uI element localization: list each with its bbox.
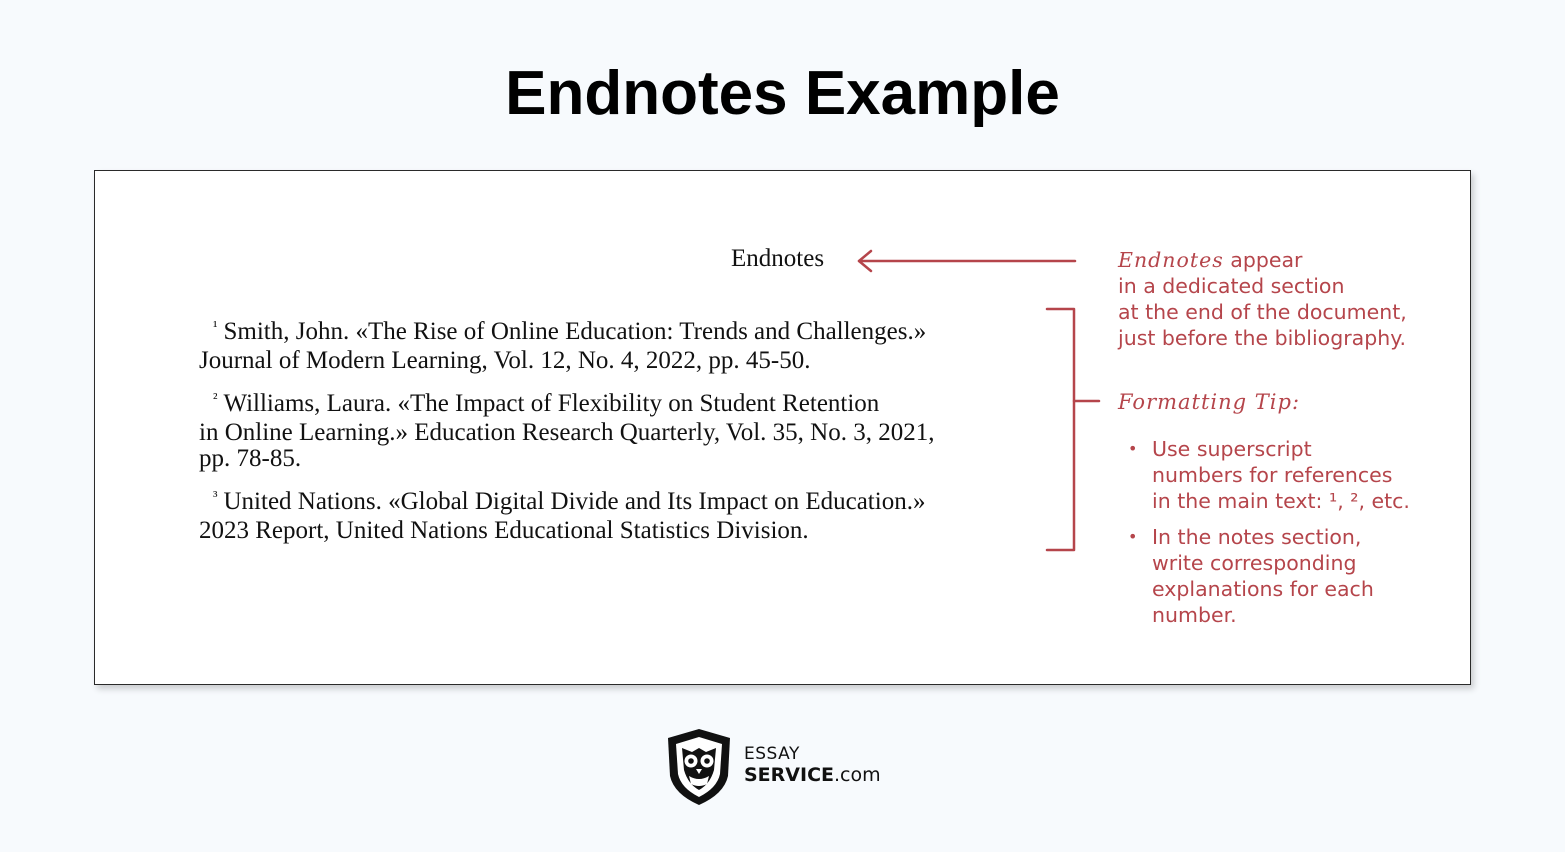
arrow-head-icon	[859, 251, 871, 271]
list-item	[1128, 524, 1410, 628]
logo-text-suffix: .com	[834, 764, 881, 786]
document-card	[94, 170, 1471, 685]
endnote-number: ¹	[213, 319, 218, 335]
logo-text-top: ESSAY	[744, 744, 800, 764]
bracket	[1047, 309, 1074, 550]
endnote-1	[199, 319, 926, 374]
endnote-line: United Nations. «Global Digital Divide and Its Impact on Education.»	[223, 488, 926, 515]
tip-text: Use superscript numbers for references in the main text: ¹, ², etc.	[1152, 437, 1410, 513]
page-title: Endnotes Example	[505, 59, 1060, 128]
bullet-icon: •	[1128, 527, 1138, 546]
list-item	[1128, 436, 1410, 514]
logo-text-bold: SERVICE	[744, 764, 834, 786]
brand-logo[interactable]	[662, 726, 892, 808]
placement-note	[1118, 247, 1407, 351]
endnote-number: ²	[213, 391, 218, 407]
endnote-number: ³	[213, 489, 218, 505]
endnote-3	[199, 489, 925, 544]
endnote-line: in Online Learning.» Education Research Quarterly, Vol. 35, No. 3, 2021,	[199, 419, 935, 446]
endnote-line: Journal of Modern Learning, Vol. 12, No. 4, 2022, pp. 45-50.	[199, 347, 811, 374]
document-heading: Endnotes	[731, 245, 825, 272]
tip-heading: Formatting Tip:	[1118, 390, 1301, 414]
endnote-line: pp. 78-85.	[199, 445, 302, 472]
logo-text-bottom	[744, 764, 881, 786]
tip-text: In the notes section, write corresponding explanations for each number.	[1152, 525, 1374, 627]
owl-shield-icon	[662, 726, 736, 808]
placement-keyword: Endnotes	[1118, 248, 1224, 272]
endnote-2	[199, 391, 935, 472]
tip-list	[1128, 436, 1410, 638]
endnote-line: Williams, Laura. «The Impact of Flexibility on Student Retention	[223, 390, 880, 417]
endnote-line: Smith, John. «The Rise of Online Education: Trends and Challenges.»	[223, 318, 927, 345]
placement-text: appear in a dedicated section at the end of the document, just before the bibliography.	[1118, 248, 1407, 350]
endnote-line: 2023 Report, United Nations Educational Statistics Division.	[199, 517, 809, 544]
bullet-icon: •	[1128, 439, 1138, 458]
